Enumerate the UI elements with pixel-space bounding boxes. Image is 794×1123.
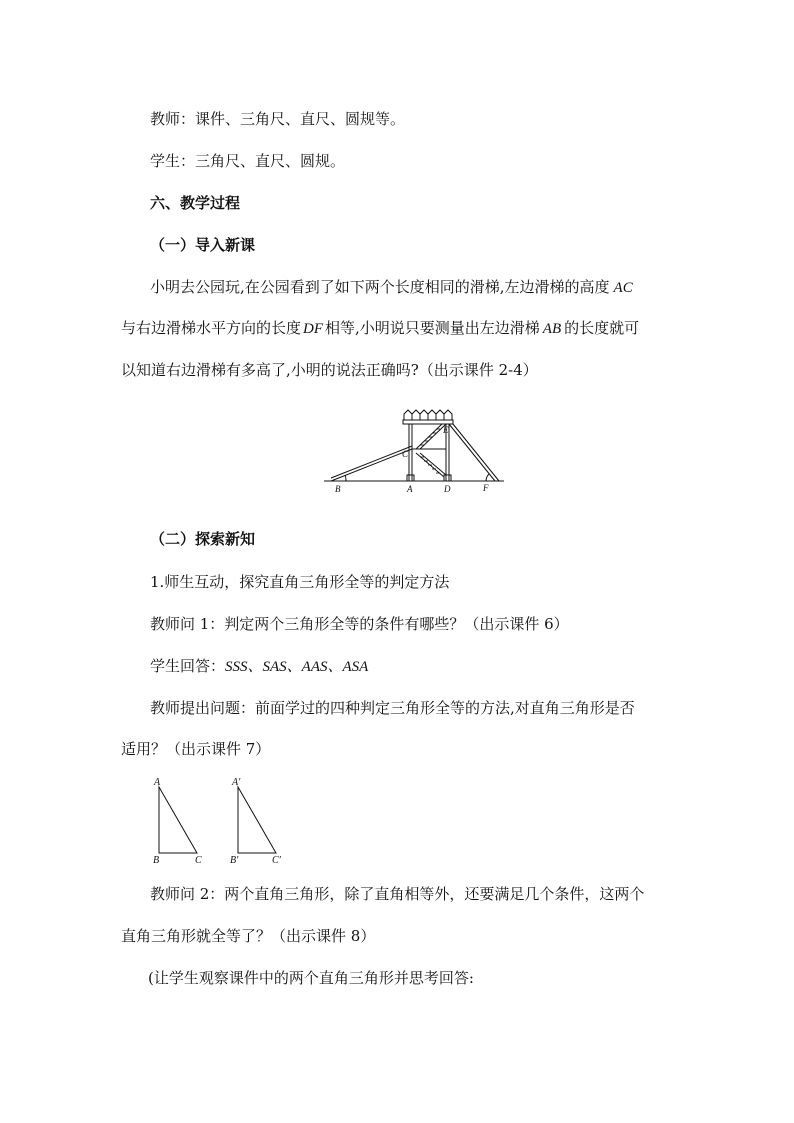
answer-items: SSS、SAS、AAS、ASA xyxy=(225,659,369,675)
item-1: 1.师生互动，探究直角三角形全等的判定方法 xyxy=(150,573,450,591)
paragraph-text: 与右边滑梯水平方向的长度 xyxy=(121,319,302,337)
label-d: D xyxy=(444,484,451,494)
student-answer xyxy=(150,656,368,677)
observation-note: (让学生观察课件中的两个直角三角形并思考回答: xyxy=(148,969,474,987)
paragraph-line-2 xyxy=(121,318,639,339)
label-a-prime: A′ xyxy=(232,777,241,788)
paragraph-text: 的长度就可 xyxy=(564,319,640,337)
teacher-raise-line-2: 适用？（出示课件 7） xyxy=(121,740,271,758)
paragraph-line-3: 以知道右边滑梯有多高了,小明的说法正确吗?（出示课件 2-4） xyxy=(121,361,538,379)
answer-prefix: 学生回答： xyxy=(150,657,226,675)
paragraph-line-1 xyxy=(150,277,633,298)
paragraph-text: 小明去公园玩,在公园看到了如下两个长度相同的滑梯,左边滑梯的高度 xyxy=(150,278,610,296)
student-materials: 学生：三角尺、直尺、圆规。 xyxy=(150,152,346,170)
subsection-heading-explore: （二）探索新知 xyxy=(150,530,256,548)
label-e: E xyxy=(443,425,449,435)
teacher-question-2-line-1: 教师问 2：两个直角三角形，除了直角相等外，还要满足几个条件，这两个 xyxy=(150,885,645,903)
teacher-question-2-line-2: 直角三角形就全等了？（出示课件 8） xyxy=(121,927,376,945)
right-triangles-figure xyxy=(145,773,295,865)
label-b-prime: B′ xyxy=(230,855,239,865)
label-b: B xyxy=(335,484,341,494)
subsection-heading-intro: （一）导入新课 xyxy=(150,236,256,254)
teacher-materials: 教师：课件、三角尺、直尺、圆规等。 xyxy=(150,110,406,128)
segment-ac: AC xyxy=(613,280,633,296)
label-c: C xyxy=(195,855,202,865)
paragraph-text: 相等,小明说只要测量出左边滑梯 xyxy=(325,319,540,337)
label-f: F xyxy=(483,483,489,493)
triangle-a2b2c2 xyxy=(238,787,276,853)
label-b: B xyxy=(153,855,160,865)
segment-df: DF xyxy=(303,321,324,337)
teacher-question-1: 教师问 1：判定两个三角形全等的条件有哪些？（出示课件 6） xyxy=(150,615,569,633)
slide-figure xyxy=(320,405,510,497)
label-a: A xyxy=(407,484,413,494)
label-c: C xyxy=(402,449,409,459)
teacher-raise-line-1: 教师提出问题：前面学过的四种判定三角形全等的方法,对直角三角形是否 xyxy=(150,699,635,717)
label-a: A xyxy=(154,777,161,788)
segment-ab: AB xyxy=(542,321,562,337)
triangle-abc xyxy=(159,787,197,853)
label-c-prime: C′ xyxy=(272,855,281,865)
section-heading: 六、教学过程 xyxy=(150,194,241,212)
